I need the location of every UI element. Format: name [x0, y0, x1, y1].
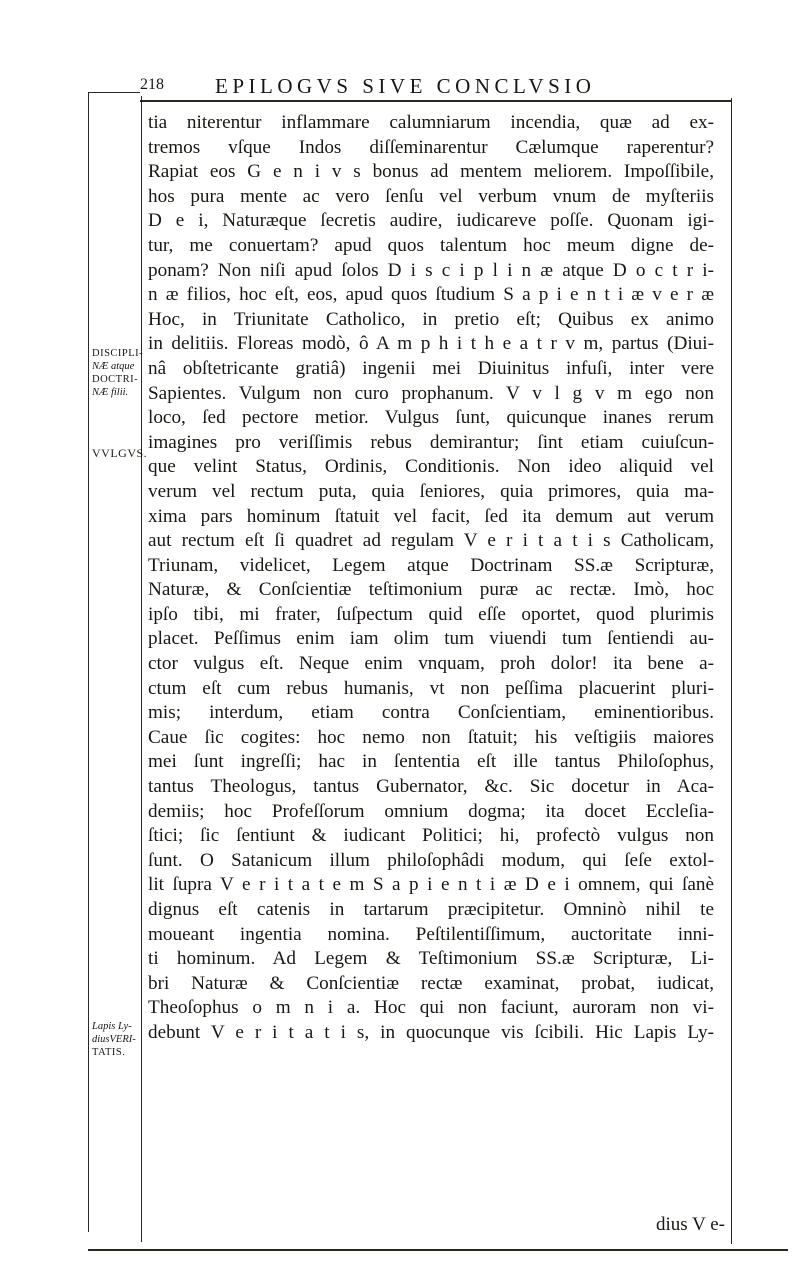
margin-note-line: diusVERI-	[92, 1034, 136, 1045]
text-line: mis; interdum, etiam contra Conſcientiam, eminentioribus.	[148, 702, 714, 724]
text-line: ſunt. O Satanicum illum philoſophâdi modum, qui ſeſe extol-	[148, 849, 714, 871]
page-number: 218	[140, 76, 164, 93]
text-line: hos pura mente ac vero ſenſu vel verbum vnum de myſteriis	[148, 185, 714, 207]
text-line: Hoc, in Triunitate Catholico, in pretio eſt; Quibus ex animo	[148, 308, 714, 330]
text-line: tia niterentur inflammare calumniarum incendia, quæ ad ex-	[148, 112, 714, 133]
text-left-rule	[141, 96, 142, 1242]
text-line: Triunam, videlicet, Legem atque Doctrinam SS.æ Scripturæ,	[148, 554, 714, 576]
outer-top-rule	[88, 92, 140, 93]
text-line: mei ſunt ingreſſi; hac in ſententia eſt ille tantus Philoſophus,	[148, 751, 714, 773]
text-line: D e i, Naturæque ſecretis audire, iudicareve poſſe. Quonam igi-	[148, 210, 714, 232]
text-line: in delitiis. Floreas modò, ô A m p h i t h e a t r v m, partus (Diui-	[148, 333, 714, 355]
margin-note-vulgus	[92, 446, 148, 460]
margin-note-line: TATIS.	[92, 1047, 126, 1058]
text-line: moueant ingentia nomina. Peſtilentiſſimum, auctoritate inni-	[148, 923, 714, 945]
header-rule	[140, 100, 732, 102]
right-rule	[731, 98, 732, 1244]
text-line: dignus eſt catenis in tartarum præcipitetur. Omninò nihil te	[148, 899, 714, 920]
text-line: xima pars hominum ſtatuit vel facit, ſed ita demum aut verum	[148, 505, 714, 527]
margin-note-line: NÆ atque	[92, 361, 135, 372]
text-line: tremos vſque Indos diſſeminarentur Cælumque raperentur?	[148, 136, 714, 158]
text-line: Theoſophus o m n i a. Hoc qui non faciunt, auroram non vi-	[148, 997, 714, 1019]
margin-note-disciplinae	[92, 347, 142, 399]
text-line: verum vel rectum puta, quia ſeniores, quia primores, quia ma-	[148, 480, 714, 502]
text-line: Sapientes. Vulgum non curo prophanum. V v l g v m ego non	[148, 382, 714, 404]
text-line: lit ſupra V e r i t a t e m S a p i e n t i æ D e i omnem, qui ſanè	[148, 874, 714, 896]
catchword: dius V e-	[656, 1214, 725, 1235]
margin-note-line: Lapis Ly-	[92, 1021, 132, 1032]
text-line: ctor vulgus eſt. Neque enim vnquam, proh dolor! ita bene a-	[148, 653, 714, 675]
text-line: bri Naturæ & Conſcientiæ rectæ examinat, probat, iudicat,	[148, 972, 714, 994]
text-line: imagines pro veriſſimis rebus demirantur; ſint etiam cuiuſcun-	[148, 431, 714, 453]
text-line: Caue ſic cogites: hoc nemo non ſtatuit; his veſtigiis maiores	[148, 726, 714, 748]
text-line: ſtici; ſic ſentiunt & iudicant Politici; hi, profectò vulgus non	[148, 825, 714, 847]
text-line: demiis; hoc Profeſſorum omnium dogma; ita docet Eccleſia-	[148, 800, 714, 822]
text-line: que velint Status, Ordinis, Conditionis. Non ideo aliquid vel	[148, 456, 714, 478]
text-line: nâ obſtetricante gratiâ) ingenii mei Diuinitus infuſi, inter vere	[148, 357, 714, 379]
body-text	[148, 111, 714, 1046]
margin-note-lapis	[92, 1020, 142, 1059]
text-line: n æ filios, hoc eſt, eos, apud quos ſtudium S a p i e n t i æ v e r æ	[148, 284, 714, 306]
text-line: debunt V e r i t a t i s, in quocunque vis ſcibili. Hic Lapis Ly-	[148, 1021, 714, 1043]
margin-note-line: DISCIPLI-	[92, 348, 144, 359]
margin-note-line: VVLGVS.	[92, 446, 148, 460]
text-line: loco, ſed pectore metior. Vulgus ſunt, quicunque inanes rerum	[148, 407, 714, 429]
margin-note-line: DOCTRI-	[92, 374, 139, 385]
text-line: ti hominum. Ad Legem & Teſtimonium SS.æ Scripturæ, Li-	[148, 948, 714, 970]
outer-left-rule	[88, 92, 89, 1232]
text-line: Naturæ, & Conſcientiæ teſtimonium puræ ac rectæ. Imò, hoc	[148, 579, 714, 601]
text-line: tantus Theologus, tantus Gubernator, &c. Sic docetur in Aca-	[148, 776, 714, 798]
running-title: EPILOGVS SIVE CONCLVSIO	[215, 74, 596, 98]
text-line: ponam? Non niſi apud ſolos D i s c i p l i n æ atque D o c t r i-	[148, 259, 714, 281]
margin-note-line: NÆ filii.	[92, 387, 129, 398]
text-line: Rapiat eos G e n i v s bonus ad mentem meliorem. Impoſſibile,	[148, 161, 714, 183]
text-line: ctum eſt cum rebus humanis, vt non peſſima placuerint pluri-	[148, 677, 714, 699]
text-line: aut rectum eſt ſi quadret ad regulam V e r i t a t i s Catholicam,	[148, 530, 714, 552]
bottom-rule	[88, 1249, 788, 1251]
text-line: ipſo tibi, mi frater, ſuſpectum quid eſſe oportet, quod plurimis	[148, 603, 714, 625]
text-line: placet. Peſſimus enim iam olim tum viuendi tum ſentiendi au-	[148, 628, 714, 650]
text-line: tur, me conuertam? apud quos talentum hoc meum digne de-	[148, 234, 714, 256]
